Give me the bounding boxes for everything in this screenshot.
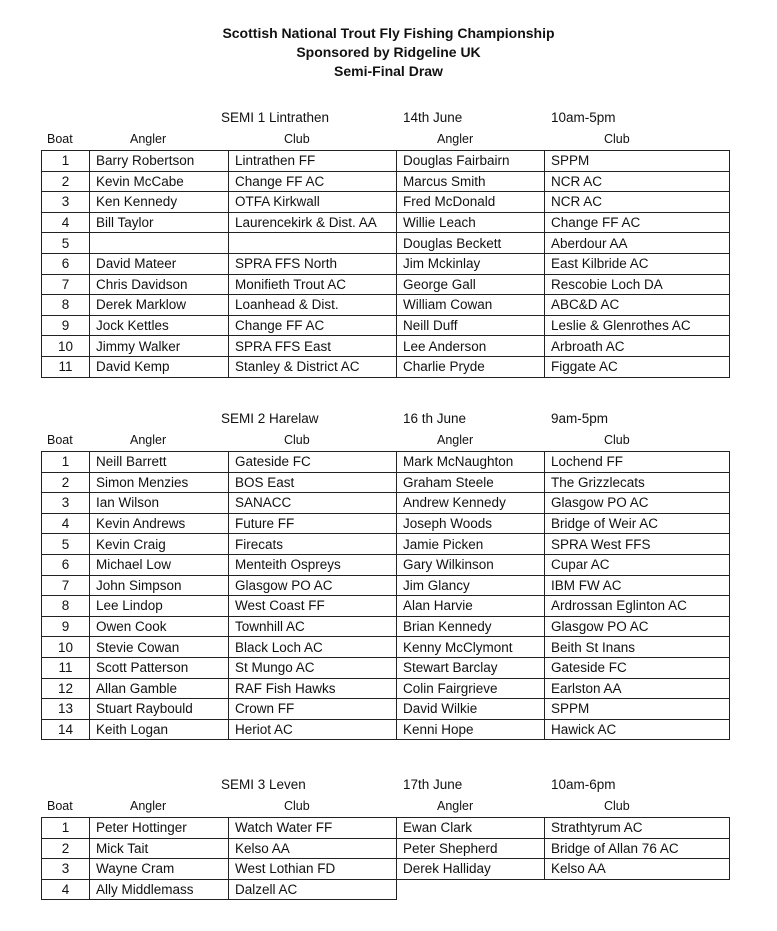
column-headers	[0, 130, 777, 150]
angler-cell: Willie Leach	[397, 212, 545, 233]
semi-date: 14th June	[403, 110, 463, 125]
semi-time: 9am-5pm	[551, 411, 609, 426]
angler-cell: Derek Halliday	[397, 859, 545, 880]
club-cell: Lochend FF	[545, 452, 730, 473]
club-cell: Aberdour AA	[545, 233, 730, 254]
header-club: Club	[604, 799, 630, 813]
angler-cell: Douglas Fairbairn	[397, 151, 545, 172]
semi-header	[0, 411, 777, 431]
boat-number: 3	[42, 493, 90, 514]
boat-number: 3	[42, 192, 90, 213]
semi-1-section	[0, 110, 777, 378]
angler-cell: Chris Davidson	[90, 274, 229, 295]
club-cell: ABC&D AC	[545, 295, 730, 316]
header-club: Club	[284, 433, 310, 447]
angler-cell	[90, 233, 229, 254]
angler-cell: George Gall	[397, 274, 545, 295]
table-row	[42, 253, 730, 274]
table-row	[42, 859, 730, 880]
table-row	[42, 719, 730, 740]
table-row	[42, 192, 730, 213]
club-cell: Leslie & Glenrothes AC	[545, 315, 730, 336]
angler-cell: Andrew Kennedy	[397, 493, 545, 514]
club-cell: Strathtyrum AC	[545, 818, 730, 839]
angler-cell: Joseph Woods	[397, 513, 545, 534]
club-cell: Change FF AC	[545, 212, 730, 233]
angler-cell: Neill Barrett	[90, 452, 229, 473]
angler-cell: Derek Marklow	[90, 295, 229, 316]
angler-cell: Brian Kennedy	[397, 616, 545, 637]
header-boat: Boat	[47, 799, 73, 813]
boat-number: 11	[42, 657, 90, 678]
boat-number: 9	[42, 616, 90, 637]
boat-number: 4	[42, 212, 90, 233]
club-cell: Arbroath AC	[545, 336, 730, 357]
header-boat: Boat	[47, 433, 73, 447]
boat-number: 2	[42, 838, 90, 859]
angler-cell: Stuart Raybould	[90, 699, 229, 720]
boat-number: 8	[42, 295, 90, 316]
table-row	[42, 336, 730, 357]
table-row	[42, 295, 730, 316]
header-angler: Angler	[437, 799, 474, 813]
boat-number: 14	[42, 719, 90, 740]
angler-cell: Kevin Andrews	[90, 513, 229, 534]
club-cell: Earlston AA	[545, 678, 730, 699]
boat-number: 4	[42, 879, 90, 900]
angler-cell: Mark McNaughton	[397, 452, 545, 473]
angler-cell: Lee Anderson	[397, 336, 545, 357]
club-cell: BOS East	[229, 472, 397, 493]
club-cell: West Coast FF	[229, 596, 397, 617]
club-cell: Hawick AC	[545, 719, 730, 740]
angler-cell: William Cowan	[397, 295, 545, 316]
club-cell: Bridge of Allan 76 AC	[545, 838, 730, 859]
angler-cell: Jim Glancy	[397, 575, 545, 596]
header-angler: Angler	[437, 433, 474, 447]
semi-name: SEMI 2 Harelaw	[221, 411, 319, 426]
angler-cell: Kevin McCabe	[90, 171, 229, 192]
sponsor-line: Sponsored by Ridgeline UK	[296, 44, 481, 60]
draw-table	[41, 150, 730, 378]
boat-number: 2	[42, 472, 90, 493]
club-cell: SPPM	[545, 699, 730, 720]
header-angler: Angler	[437, 132, 474, 146]
table-row	[42, 472, 730, 493]
club-cell: SPPM	[545, 151, 730, 172]
title-line: Scottish National Trout Fly Fishing Championship	[222, 25, 555, 41]
club-cell: SPRA FFS North	[229, 253, 397, 274]
club-cell: Heriot AC	[229, 719, 397, 740]
table-row	[42, 616, 730, 637]
angler-cell: Michael Low	[90, 554, 229, 575]
club-cell: Ardrossan Eglinton AC	[545, 596, 730, 617]
boat-number: 10	[42, 637, 90, 658]
boat-number: 7	[42, 274, 90, 295]
table-row	[42, 678, 730, 699]
club-cell: Beith St Inans	[545, 637, 730, 658]
club-cell: Kelso AA	[545, 859, 730, 880]
semi-date: 17th June	[403, 777, 463, 792]
boat-number: 8	[42, 596, 90, 617]
table-row	[42, 151, 730, 172]
club-cell: Dalzell AC	[229, 879, 397, 900]
semi-header	[0, 777, 777, 797]
angler-cell: Barry Robertson	[90, 151, 229, 172]
club-cell: Glasgow PO AC	[545, 616, 730, 637]
club-cell: Menteith Ospreys	[229, 554, 397, 575]
club-cell: Change FF AC	[229, 315, 397, 336]
column-headers	[0, 797, 777, 817]
document-title	[0, 24, 777, 81]
boat-number: 6	[42, 253, 90, 274]
angler-cell: David Wilkie	[397, 699, 545, 720]
angler-cell: Graham Steele	[397, 472, 545, 493]
table-row	[42, 838, 730, 859]
boat-number: 12	[42, 678, 90, 699]
table-row	[42, 171, 730, 192]
club-cell: IBM FW AC	[545, 575, 730, 596]
club-cell: Figgate AC	[545, 356, 730, 377]
club-cell: Loanhead & Dist.	[229, 295, 397, 316]
club-cell: Cupar AC	[545, 554, 730, 575]
club-cell: Crown FF	[229, 699, 397, 720]
angler-cell: Fred McDonald	[397, 192, 545, 213]
club-cell: SANACC	[229, 493, 397, 514]
angler-cell: Owen Cook	[90, 616, 229, 637]
angler-cell	[397, 879, 545, 900]
angler-cell: Colin Fairgrieve	[397, 678, 545, 699]
club-cell: NCR AC	[545, 171, 730, 192]
angler-cell: Allan Gamble	[90, 678, 229, 699]
club-cell: Gateside FC	[229, 452, 397, 473]
draw-table	[41, 817, 730, 900]
club-cell: Kelso AA	[229, 838, 397, 859]
club-cell: RAF Fish Hawks	[229, 678, 397, 699]
angler-cell: Douglas Beckett	[397, 233, 545, 254]
club-cell	[229, 233, 397, 254]
angler-cell: Bill Taylor	[90, 212, 229, 233]
table-row	[42, 596, 730, 617]
semi-time: 10am-5pm	[551, 110, 616, 125]
header-club: Club	[604, 433, 630, 447]
semi-3-section	[0, 777, 777, 900]
club-cell: West Lothian FD	[229, 859, 397, 880]
club-cell: Laurencekirk & Dist. AA	[229, 212, 397, 233]
club-cell: St Mungo AC	[229, 657, 397, 678]
table-row	[42, 274, 730, 295]
club-cell: The Grizzlecats	[545, 472, 730, 493]
club-cell: Bridge of Weir AC	[545, 513, 730, 534]
club-cell: Townhill AC	[229, 616, 397, 637]
table-row	[42, 233, 730, 254]
angler-cell: Mick Tait	[90, 838, 229, 859]
header-angler: Angler	[130, 132, 167, 146]
angler-cell: Scott Patterson	[90, 657, 229, 678]
angler-cell: Kenny McClymont	[397, 637, 545, 658]
angler-cell: Marcus Smith	[397, 171, 545, 192]
table-row	[42, 699, 730, 720]
semi-header	[0, 110, 777, 130]
table-row	[42, 554, 730, 575]
angler-cell: Jamie Picken	[397, 534, 545, 555]
club-cell: Lintrathen FF	[229, 151, 397, 172]
table-row	[42, 657, 730, 678]
angler-cell: Stewart Barclay	[397, 657, 545, 678]
club-cell: Future FF	[229, 513, 397, 534]
boat-number: 1	[42, 151, 90, 172]
angler-cell: Peter Hottinger	[90, 818, 229, 839]
club-cell: Firecats	[229, 534, 397, 555]
header-club: Club	[284, 799, 310, 813]
boat-number: 7	[42, 575, 90, 596]
club-cell: SPRA FFS East	[229, 336, 397, 357]
semi-2-section	[0, 411, 777, 740]
boat-number: 6	[42, 554, 90, 575]
club-cell: Stanley & District AC	[229, 356, 397, 377]
boat-number: 5	[42, 233, 90, 254]
draw-table	[41, 451, 730, 740]
club-cell: Black Loch AC	[229, 637, 397, 658]
boat-number: 1	[42, 452, 90, 473]
club-cell: Change FF AC	[229, 171, 397, 192]
table-row	[42, 818, 730, 839]
header-club: Club	[604, 132, 630, 146]
angler-cell: Jim Mckinlay	[397, 253, 545, 274]
table-row	[42, 879, 730, 900]
angler-cell: Jock Kettles	[90, 315, 229, 336]
boat-number: 2	[42, 171, 90, 192]
semi-date: 16 th June	[403, 411, 467, 426]
angler-cell: David Kemp	[90, 356, 229, 377]
boat-number: 13	[42, 699, 90, 720]
boat-number: 4	[42, 513, 90, 534]
club-cell	[545, 879, 730, 900]
angler-cell: David Mateer	[90, 253, 229, 274]
angler-cell: Kenni Hope	[397, 719, 545, 740]
angler-cell: Ken Kennedy	[90, 192, 229, 213]
semi-name: SEMI 3 Leven	[221, 777, 306, 792]
boat-number: 11	[42, 356, 90, 377]
club-cell: Rescobie Loch DA	[545, 274, 730, 295]
boat-number: 10	[42, 336, 90, 357]
table-row	[42, 452, 730, 473]
angler-cell: Alan Harvie	[397, 596, 545, 617]
club-cell: Monifieth Trout AC	[229, 274, 397, 295]
angler-cell: Peter Shepherd	[397, 838, 545, 859]
angler-cell: John Simpson	[90, 575, 229, 596]
club-cell: SPRA West FFS	[545, 534, 730, 555]
table-row	[42, 315, 730, 336]
table-row	[42, 513, 730, 534]
angler-cell: Simon Menzies	[90, 472, 229, 493]
table-row	[42, 356, 730, 377]
table-row	[42, 212, 730, 233]
column-headers	[0, 431, 777, 451]
boat-number: 5	[42, 534, 90, 555]
header-angler: Angler	[130, 433, 167, 447]
angler-cell: Neill Duff	[397, 315, 545, 336]
club-cell: Glasgow PO AC	[545, 493, 730, 514]
club-cell: NCR AC	[545, 192, 730, 213]
subtitle-line: Semi-Final Draw	[334, 63, 443, 79]
club-cell: Glasgow PO AC	[229, 575, 397, 596]
table-row	[42, 637, 730, 658]
club-cell: East Kilbride AC	[545, 253, 730, 274]
semi-name: SEMI 1 Lintrathen	[221, 110, 330, 125]
angler-cell: Ally Middlemass	[90, 879, 229, 900]
angler-cell: Keith Logan	[90, 719, 229, 740]
header-boat: Boat	[47, 132, 73, 146]
boat-number: 9	[42, 315, 90, 336]
club-cell: Gateside FC	[545, 657, 730, 678]
angler-cell: Jimmy Walker	[90, 336, 229, 357]
table-row	[42, 534, 730, 555]
angler-cell: Ian Wilson	[90, 493, 229, 514]
angler-cell: Lee Lindop	[90, 596, 229, 617]
semi-time: 10am-6pm	[551, 777, 616, 792]
boat-number: 3	[42, 859, 90, 880]
boat-number: 1	[42, 818, 90, 839]
angler-cell: Wayne Cram	[90, 859, 229, 880]
header-club: Club	[284, 132, 310, 146]
angler-cell: Ewan Clark	[397, 818, 545, 839]
table-row	[42, 575, 730, 596]
club-cell: OTFA Kirkwall	[229, 192, 397, 213]
angler-cell: Gary Wilkinson	[397, 554, 545, 575]
club-cell: Watch Water FF	[229, 818, 397, 839]
angler-cell: Kevin Craig	[90, 534, 229, 555]
angler-cell: Charlie Pryde	[397, 356, 545, 377]
table-row	[42, 493, 730, 514]
angler-cell: Stevie Cowan	[90, 637, 229, 658]
header-angler: Angler	[130, 799, 167, 813]
